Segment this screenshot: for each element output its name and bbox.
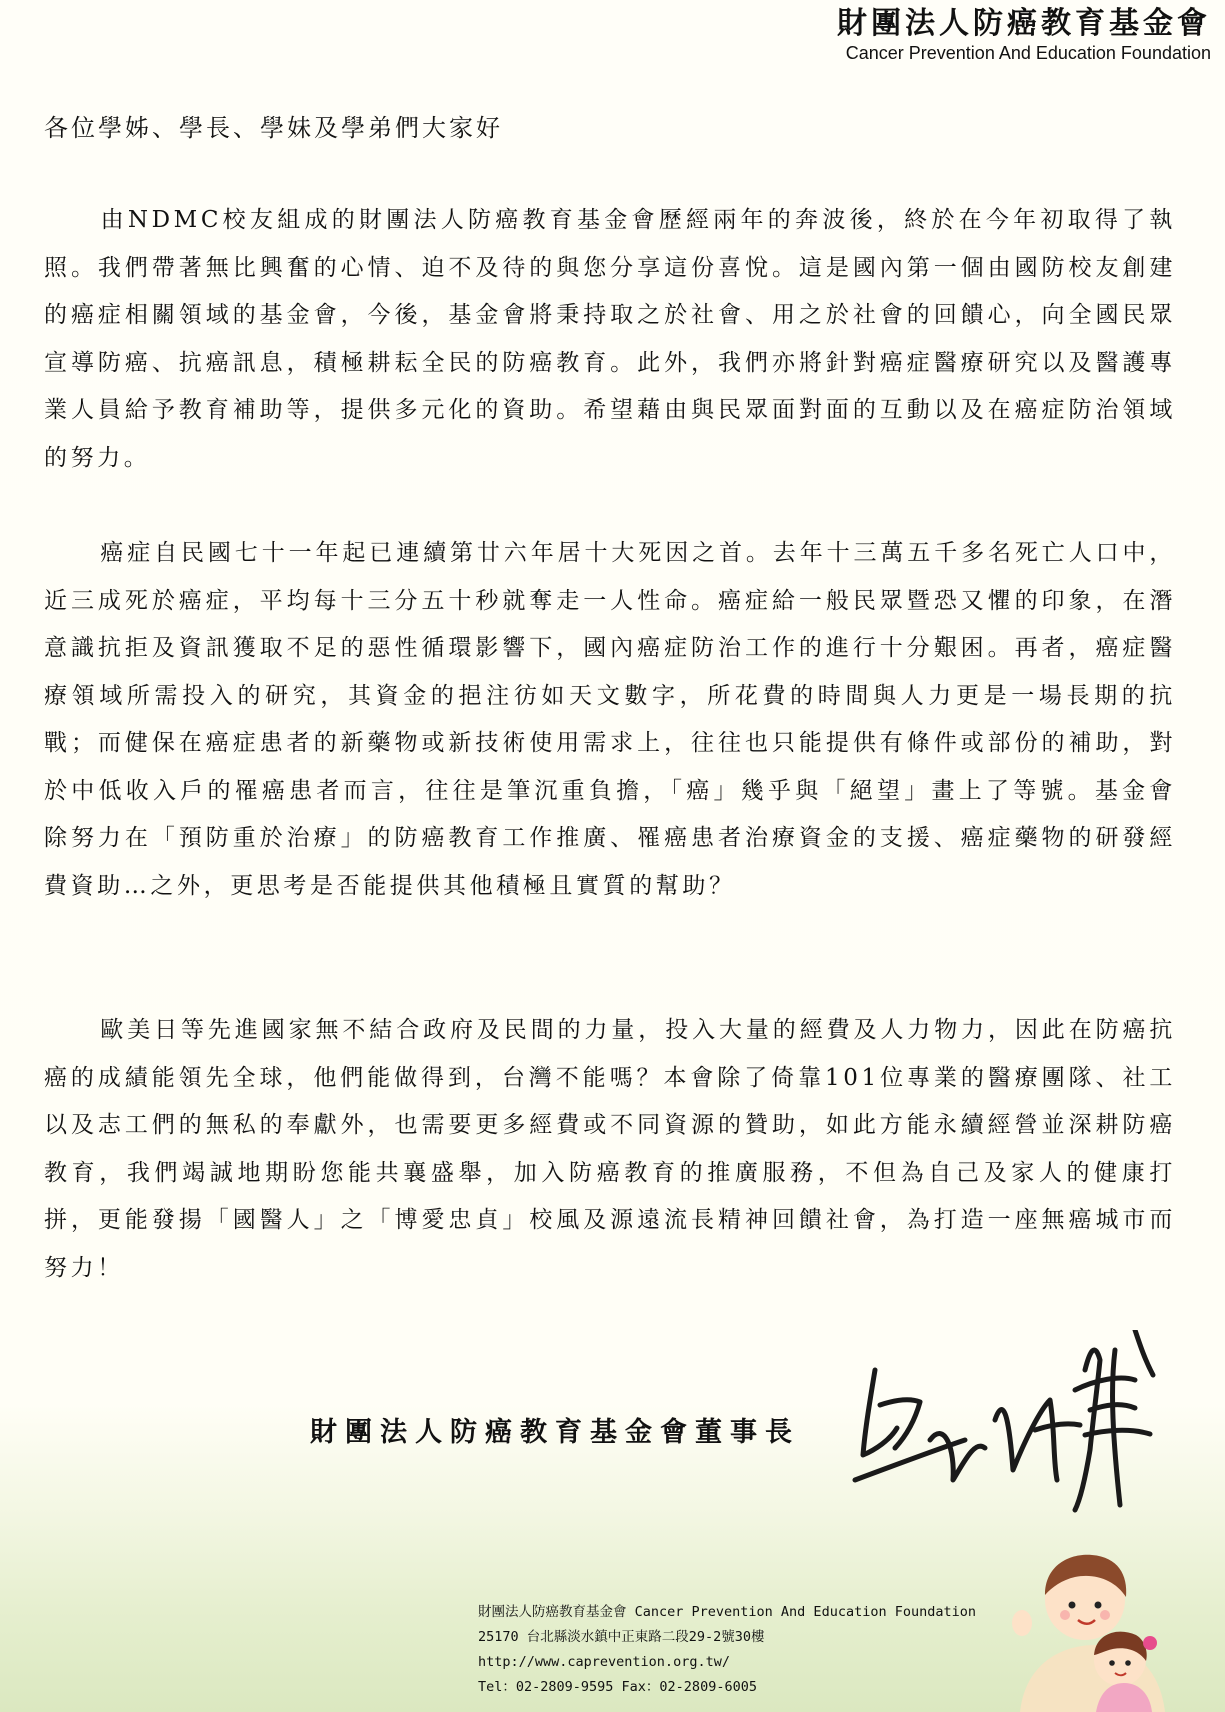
footer-address: 25170 台北縣淡水鎮中正東路二段29-2號30樓 (478, 1629, 765, 1645)
org-name-chinese: 財團法人防癌教育基金會 (837, 6, 1211, 41)
footer-website-link[interactable]: http://www.caprevention.org.tw/ (478, 1654, 730, 1670)
footer-phone-fax: Tel：02-2809-9595 Fax：02-2809-6005 (478, 1679, 757, 1695)
paragraph-3-text: 歐美日等先進國家無不結合政府及民間的力量，投入大量的經費及人力物力，因此在防癌抗癌的成績能領先全球，他們能做得到，台灣不能嗎？本會除了倚靠101位專業的醫療團隊、社工以及志工們的無私的奉獻外，也需要更多經費或不同資源的贊助，如此方能永續經營並深耕防癌教育，我們竭誠地期盼您能共襄盛舉，加入防癌教育的推廣服務，不但為自己及家人的健康打拼，更能發揚「國醫人」之「博愛忠貞」校風及源遠流長精神回饋社會，為打造一座無癌城市而努力！ (44, 1017, 1176, 1281)
paragraph-2-text: 癌症自民國七十一年起已連續第廿六年居十大死因之首。去年十三萬五千多名死亡人口中，近三成死於癌症，平均每十三分五十秒就奪走一人性命。癌症給一般民眾暨恐又懼的印象，在潛意識抗拒及資訊獲取不足的惡性循環影響下，國內癌症防治工作的進行十分艱困。再者，癌症醫療領域所需投入的研究，其資金的挹注彷如天文數字，所花費的時間與人力更是一場長期的抗戰；而健保在癌症患者的新藥物或新技術使用需求上，往往也只能提供有條件或部份的補助，對於中低收入戶的罹癌患者而言，往往是筆沉重負擔，「癌」幾乎與「絕望」畫上了等號。基金會除努力在「預防重於治療」的防癌教育工作推廣、罹癌患者治療資金的支援、癌症藥物的研發經費資助…之外，更思考是否能提供其他積極且實質的幫助？ (44, 540, 1176, 899)
footer-org-line: 財團法人防癌教育基金會 Cancer Prevention And Education Foundation (478, 1604, 976, 1620)
footer-contact (478, 1600, 976, 1700)
letter-salutation: 各位學姊、學長、學妹及學弟們大家好 (44, 114, 503, 142)
signature-icon (835, 1330, 1195, 1530)
foundation-logo (837, 6, 1211, 64)
mascot-icon (1000, 1545, 1225, 1712)
letter-paragraph-3 (44, 1007, 1176, 1292)
org-name-english: Cancer Prevention And Education Foundation (845, 43, 1211, 63)
chairman-title: 財團法人防癌教育基金會董事長 (310, 1417, 800, 1448)
letter-paragraph-1 (44, 197, 1176, 482)
letter-paragraph-2 (44, 530, 1176, 910)
paragraph-1-text: 由NDMC校友組成的財團法人防癌教育基金會歷經兩年的奔波後，終於在今年初取得了執照。我們帶著無比興奮的心情、迫不及待的與您分享這份喜悅。這是國內第一個由國防校友創建的癌症相關領域的基金會，今後，基金會將秉持取之於社會、用之於社會的回饋心，向全國民眾宣導防癌、抗癌訊息，積極耕耘全民的防癌教育。此外，我們亦將針對癌症醫療研究以及醫護專業人員給予教育補助等，提供多元化的資助。希望藉由與民眾面對面的互動以及在癌症防治領域的努力。 (44, 207, 1176, 471)
